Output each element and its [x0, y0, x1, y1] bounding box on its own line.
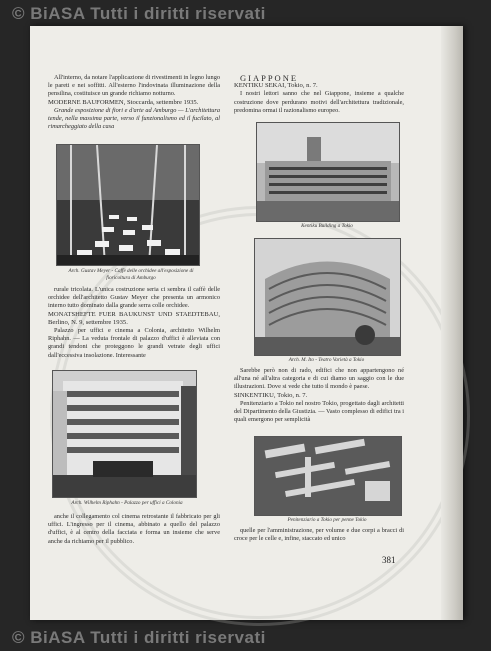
right-column-middle: [234, 367, 404, 424]
right-column-bottom: [234, 527, 404, 543]
magazine-page: [30, 26, 463, 620]
page-spine-shadow: [441, 26, 463, 620]
left-paragraph-5: anche il collegamento col cinema retrostante il fabbricato per gli uffici. L'ingresso per il cinema, abbinato a quello del palazzo d'uffici, è al centro della facciata e forma un insieme che serve anche da richiamo per il pubblico.: [48, 513, 220, 545]
left-paragraph-2: Grande esposizione di fiori e d'arte ad Amburgo — L'architettura tende, nella massima parte, verso il funzionalismo ed il fucilato, al rimarcheggiato della casa: [48, 106, 220, 131]
photo-kentiku-building: [256, 122, 400, 222]
left-paragraph-4: Palazzo per uffici e cinema a Colonia, architetto Wilhelm Riphahn. — La veduta frontale di palazzo d'uffici è alleviata con grandi tendoni che proteggono le grandi vetrate degli uffici dall'eccessiva insolazione. Interessante: [48, 327, 220, 359]
right-heading-sinkentiku: SINKENTIKU, Tokio, n. 7.: [234, 391, 308, 399]
section-header-giappone: GIAPPONE: [240, 73, 299, 83]
left-paragraph-3: rurale tricolata. L'unica costruzione seria ci sembra il caffè delle orchidee dell'architetto Gustav Meyer che presenta un armonico interno tutto dominato dalla grande serra colle orchidee.: [48, 286, 220, 310]
caption-teatro-varieta: Arch. M. Ito - Teatro Varietà a Tokio: [288, 357, 365, 363]
watermark-top: © BiASA Tutti i diritti riservati: [12, 4, 266, 23]
right-paragraph-1: I nostri lettori sanno che nel Giappone, insieme a qualche costruzione dove perdurano motivi dell'architettura tradizionale, predomina ormai il razionalismo europeo.: [234, 90, 404, 114]
caption-penitenziario: Penitenziario a Tokio per penne Tokio: [287, 517, 367, 523]
page-number: 381: [382, 555, 396, 565]
left-column-bottom: [48, 513, 220, 546]
photo-palazzo-uffici-colonia: [52, 370, 197, 498]
right-column-top: [234, 74, 404, 115]
photo-teatro-varieta: [254, 238, 401, 356]
right-paragraph-2: Sarebbe però non di rado, edifici che non appartengono né all'una né all'altra categoria e di cui diamo un saggio con le due illustrazioni. Dove si vede che tutto il mondo è paese.: [234, 367, 404, 391]
left-column-middle: [48, 286, 220, 360]
right-heading-kentiku-sekai: KENTIKU SEKAI, Tokio, n. 7.: [234, 82, 318, 90]
watermark-bottom: © BiASA Tutti i diritti riservati: [12, 628, 266, 647]
caption-cafe-orchidee: Arch. Gustav Meyer - Caffè delle orchidee all'esposizione di fioricoltura di Amburgo: [68, 268, 194, 281]
left-paragraph-1: All'interno, da notare l'applicazione di rivestimenti in legno lungo le pareti e nei soffitti. All'esterno l'indovinata illuminazione della pensilina, costituisce un grande richiamo notturno.: [48, 74, 220, 98]
left-heading-monatshefte: MONATSHEFTE FUER BAUKUNST UND STAEDTEBAU, Berlino, N. 9, settembre 1935.: [48, 310, 220, 326]
caption-kentiku-building: Kentiku Building a Tokio: [301, 223, 353, 229]
photo-cafe-orchidee: [56, 144, 200, 266]
left-heading-moderne-bauformen: MODERNE BAUFORMEN, Stoccarda, settembre 1935.: [48, 98, 199, 106]
right-paragraph-3: Penitenziario a Tokio nel nostro Tokio, progettato dagli architetti del Dipartimento della Giustizia. — Vasto complesso di edifici tra i quali emergono per semplicità: [234, 399, 404, 424]
photo-penitenziario: [254, 436, 402, 516]
caption-palazzo-uffici: Arch. Wilhelm Riphahn - Palazzo per uffici a Colonia: [71, 500, 183, 506]
left-column-top: [48, 74, 220, 131]
right-paragraph-4: quelle per l'amministrazione, per volume e due corpi a bracci di croce per le celle e, infine, staccato ed unico: [234, 527, 404, 543]
